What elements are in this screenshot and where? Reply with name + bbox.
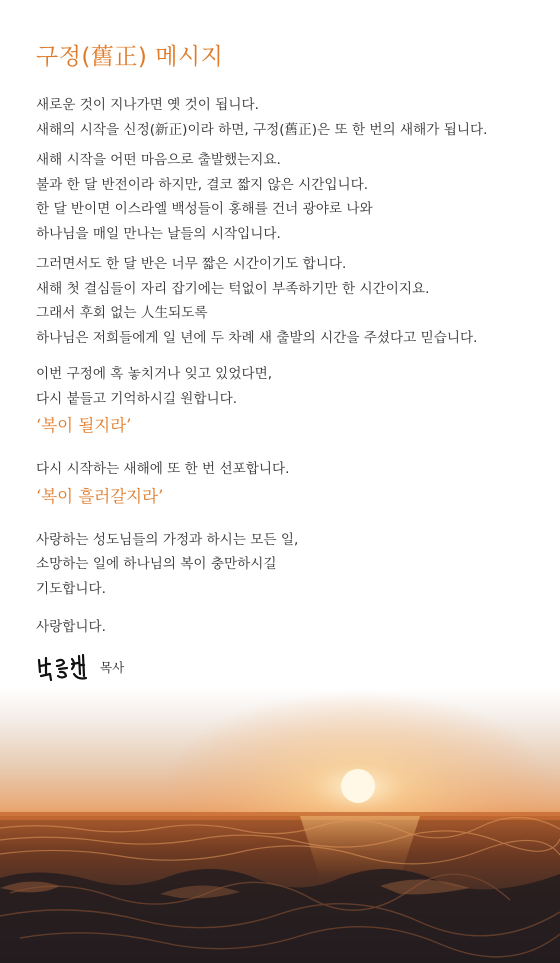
text-line: 하나님을 매일 만나는 날들의 시작입니다. — [36, 225, 281, 242]
text-line: 사랑합니다. — [36, 619, 106, 635]
text-line: 기도합니다. — [36, 580, 106, 597]
blessing-quote-2: ‘복이 흘러갈지라’ — [36, 486, 164, 506]
handwritten-signature — [36, 652, 94, 682]
text-line: 그러면서도 한 달 반은 너무 짧은 시간이기도 합니다. — [36, 256, 347, 272]
paragraph-6 — [36, 528, 551, 602]
paragraph-7 — [36, 615, 551, 640]
text-line: 새해 시작을 어떤 마음으로 출발했는지요. — [36, 152, 281, 168]
text-line: 소망하는 일에 하나님의 복이 충만하시길 — [36, 556, 277, 572]
text-line: 다시 붙들고 기억하시길 원합니다. — [36, 390, 238, 407]
text-line: 새해의 시작을 신정(新正)이라 하면, 구정(舊正)은 또 한 번의 새해가 됩니다. — [36, 121, 488, 138]
text-line: 새해 첫 결심들이 자리 잡기에는 턱없이 부족하기만 한 시간이지요. — [36, 280, 430, 297]
paragraph-5 — [36, 457, 551, 482]
text-line: 그래서 후회 없는 人生되도록 — [36, 305, 208, 321]
text-line: 이번 구정에 혹 놓치거나 잊고 있었다면, — [36, 366, 273, 382]
text-line: 한 달 반이면 이스라엘 백성들이 홍해를 건너 광야로 나와 — [36, 201, 373, 217]
paragraph-2 — [36, 148, 551, 246]
signature-block — [36, 652, 551, 682]
paragraph-1 — [36, 93, 551, 142]
text-line: 새로운 것이 지나가면 옛 것이 됩니다. — [36, 97, 259, 113]
blessing-quote-1: ‘복이 될지라’ — [36, 416, 132, 435]
paragraph-3 — [36, 252, 551, 350]
text-line: 다시 시작하는 새해에 또 한 번 선포합니다. — [36, 461, 290, 477]
signature-role: 목사 — [100, 659, 125, 675]
message-body — [36, 93, 551, 682]
text-line: 불과 한 달 반전이라 하지만, 결코 짧지 않은 시간입니다. — [36, 176, 369, 193]
text-line: 하나님은 저희들에게 일 년에 두 차례 새 출발의 시간을 주셨다고 믿습니다. — [36, 329, 478, 346]
text-line: 사랑하는 성도님들의 가정과 하시는 모든 일, — [36, 531, 299, 548]
paragraph-4 — [36, 362, 551, 411]
page-title: 구정(舊正) 메시지 — [36, 44, 224, 70]
sunset-sea-image — [0, 688, 560, 963]
